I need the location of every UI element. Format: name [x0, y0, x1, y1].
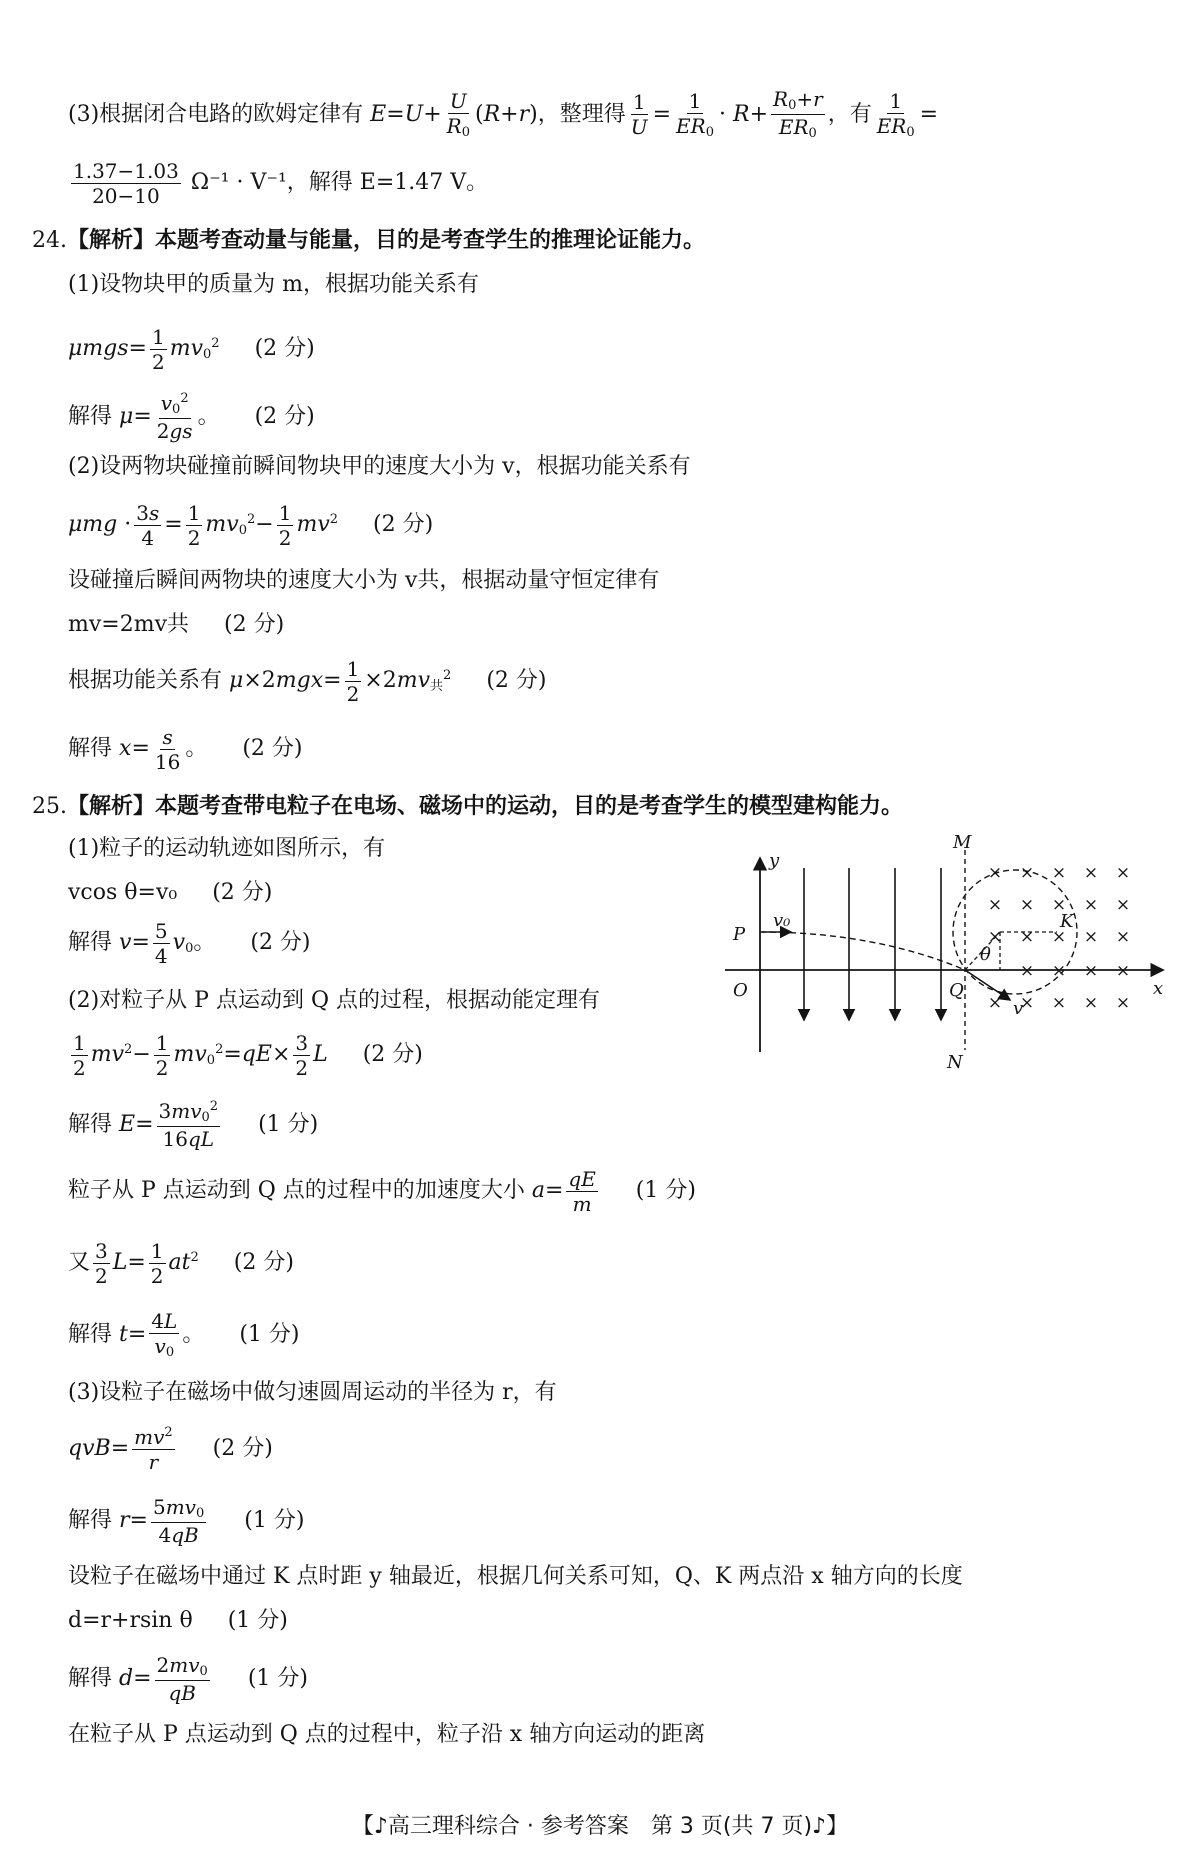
q25-line-3: 解得 v= $\frac{5}{4}$ $v_0$。 (2 分): [68, 919, 311, 968]
q24-line-9: 解得 x= $\frac{s}{16}$ 。 (2 分): [68, 725, 303, 774]
svg-text:×: ×: [1083, 961, 1099, 981]
q25-line-5: $\frac{1}{2}$ $mv^2-$ $\frac{1}{2}$ $mv_0^2=qE\times$ $\frac{3}{2}$ L (2 分): [73, 1031, 423, 1080]
svg-text:×: ×: [1115, 863, 1131, 883]
motion-diagram: [725, 828, 1165, 1073]
q24-line-6: 设碰撞后瞬间两物块的速度大小为 v共，根据动量守恒定律有: [68, 568, 660, 593]
q24-line-8: 根据功能关系有 μ×2mgx= $\frac{1}{2}$ $\times 2mv_共^2$ (2 分): [68, 657, 547, 706]
svg-text:×: ×: [987, 993, 1003, 1013]
label-K: K: [1060, 911, 1074, 932]
svg-text:×: ×: [1019, 927, 1035, 947]
q24-line-4: (2)设两物块碰撞前瞬间物块甲的速度大小为 v，根据功能关系有: [68, 454, 691, 479]
svg-text:×: ×: [1019, 895, 1035, 915]
svg-text:×: ×: [1115, 961, 1131, 981]
q25-line-12: 解得 r= $\frac{5mv_0}{4qB}$ (1 分): [68, 1495, 305, 1548]
svg-text:×: ×: [1115, 993, 1131, 1013]
line-p3-equation: (3)根据闭合电路的欧姆定律有 E=U+ $\frac{U}{R_0}$ (R+r)，整理得 $\frac{1}{U}$ = $\frac{1}{ER_0}$ · R+ $\frac{R_0+r}{ER_0}$ ，有 $\frac{1}{ER_0}$ =: [68, 87, 939, 142]
label-v0: v₀: [773, 910, 791, 931]
svg-text:×: ×: [1051, 993, 1067, 1013]
label-M: M: [953, 832, 972, 853]
q25-line-4: (2)对粒子从 P 点运动到 Q 点的过程，根据动能定理有: [68, 988, 600, 1013]
label-v: v: [1013, 998, 1024, 1019]
label-y: y: [769, 850, 780, 871]
q25-heading: 25.【解析】本题考查带电粒子在电场、磁场中的运动，目的是考查学生的模型建构能力。: [32, 794, 904, 819]
svg-text:×: ×: [987, 927, 1003, 947]
q24-line-7: mv=2mv共 (2 分): [68, 612, 285, 637]
svg-text:×: ×: [987, 863, 1003, 883]
svg-text:×: ×: [1051, 895, 1067, 915]
q24-line-5: μmg · $\frac{3s}{4}$ = $\frac{1}{2}$ $mv_0^2-$ $\frac{1}{2}$ $mv^2$ (2 分): [68, 501, 434, 550]
svg-text:×: ×: [1019, 993, 1035, 1013]
svg-text:×: ×: [987, 895, 1003, 915]
q25-line-6: 解得 E= $\frac{3mv_0^2}{16qL}$ (1 分): [68, 1099, 319, 1152]
svg-text:×: ×: [1115, 927, 1131, 947]
magnetic-field-crosses: [988, 863, 1130, 1013]
q24-line-2: μmgs= $\frac{1}{2}$ $mv_0^2$ (2 分): [68, 325, 315, 374]
page-footer: 【♪高三理科综合 · 参考答案 第 3 页(共 7 页)♪】: [351, 1814, 849, 1839]
svg-text:×: ×: [1051, 927, 1067, 947]
q25-line-16: 在粒子从 P 点运动到 Q 点的过程中，粒子沿 x 轴方向运动的距离: [68, 1722, 706, 1747]
q25-line-1: (1)粒子的运动轨迹如图所示，有: [68, 836, 386, 861]
q25-line-15: 解得 d= $\frac{2mv_0}{qB}$ (1 分): [68, 1653, 308, 1706]
svg-text:×: ×: [1083, 927, 1099, 947]
q25-line-9: 解得 t= $\frac{4L}{v_0}$ 。 (1 分): [68, 1309, 300, 1360]
q24-heading: 24.【解析】本题考查动量与能量，目的是考查学生的推理论证能力。: [32, 228, 706, 253]
svg-text:×: ×: [1083, 895, 1099, 915]
label-Q: Q: [949, 980, 964, 1001]
svg-text:×: ×: [1115, 895, 1131, 915]
q25-line-10: (3)设粒子在磁场中做匀速圆周运动的半径为 r，有: [68, 1380, 557, 1405]
q25-line-13: 设粒子在磁场中通过 K 点时距 y 轴最近，根据几何关系可知，Q、K 两点沿 x 轴方向的长度: [68, 1564, 963, 1589]
svg-text:×: ×: [1051, 961, 1067, 981]
q25-line-8: 又 $\frac{3}{2}$ L= $\frac{1}{2}$ $at^2$ (2 分): [68, 1239, 294, 1288]
line-p3-result: $\frac{1.37-1.03}{20-10}$ Ω⁻¹ · V⁻¹，解得 E=1.47 V。: [73, 159, 489, 208]
q25-line-14: d=r+rsin θ (1 分): [68, 1608, 288, 1633]
q24-line-3: 解得 μ= $\frac{v_0^2}{2gs}$ 。 (2 分): [68, 391, 315, 444]
q25-line-7: 粒子从 P 点运动到 Q 点的过程中的加速度大小 a= $\frac{qE}{m}$ (1 分): [68, 1167, 696, 1216]
svg-text:×: ×: [1051, 863, 1067, 883]
label-N: N: [947, 1052, 963, 1073]
q24-line-1: (1)设物块甲的质量为 m，根据功能关系有: [68, 272, 480, 297]
svg-text:×: ×: [1083, 993, 1099, 1013]
label-O: O: [733, 980, 748, 1001]
label-theta: θ: [980, 944, 991, 965]
label-P: P: [733, 924, 746, 945]
svg-text:×: ×: [1019, 961, 1035, 981]
svg-text:×: ×: [1083, 863, 1099, 883]
svg-text:×: ×: [1019, 863, 1035, 883]
label-x: x: [1153, 978, 1164, 999]
trajectory-parabola: [760, 932, 965, 970]
q25-line-11: qvB= $\frac{mv^2}{r}$ (2 分): [68, 1425, 273, 1474]
q25-line-2: vcos θ=v₀ (2 分): [68, 880, 273, 905]
